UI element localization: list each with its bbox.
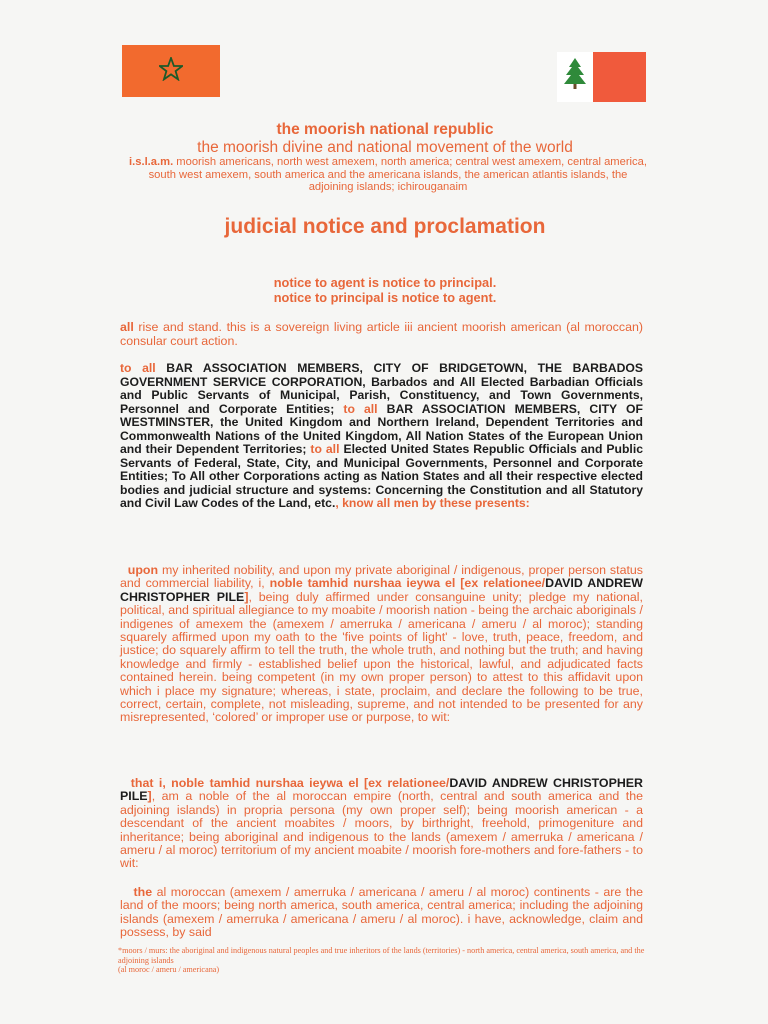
- address-text-2: BAR ASSOCIATION MEMBERS, CITY OF WESTMINSTER, the United Kingdom and Northern Ireland, Dependent Territories and Commonwealth Nations of the United Kingdom, All Nation States of the European Union and their Dependent Territories;: [120, 401, 643, 457]
- notice-line-2: notice to principal is notice to agent.: [273, 290, 497, 305]
- footnote: [118, 946, 646, 975]
- islam-prefix: i.s.l.a.m.: [129, 156, 174, 168]
- header-subtitle: the moorish divine and national movement of the world: [197, 139, 573, 156]
- upon-text-2: , being duly affirmed under consanguine unity; pledge my national, political, and spiritual allegiance to my moabite / moorish nation - being the archaic aboriginals / indigenes of amexem the (amexem / amerruka / americana / ameru / al moroc); standing squarely affirmed upon my oath to the 'five points of light' - love, truth, peace, freedom, and justice; do squarely affirm to tell the truth, the whole truth, and nothing but the truth; and having knowledge and firmly - established belief upon the historical, lawful, and adjudicated facts contained herein. being competent (in my own proper person) to attest to this affidavit upon which i place my signature; whereas, i state, proclaim, and declare the following to be true, correct, certain, complete, not misleading, supreme, and not intended to be presented for any misrepresented, ‘colored’ or improper use or purpose, to wit:: [120, 589, 643, 725]
- paragraph-upon: [120, 564, 643, 725]
- footnote-line-2: (al moroc / ameru / americana): [118, 965, 220, 975]
- that-text: , am a noble of the al moroccan empire (north, central and south america and the adjoining islands) in propria persona (my own proper self); being moorish american - a descendant of the ancient moabites / moors, by birthright, freehold, primogeniture and inheritance; being aboriginal and indigenous to the lands (amexem / amerruka / americana / ameru / al moroc) territorium of my ancient moabite / moorish fore-mothers and fore-fathers - to wit:: [120, 789, 643, 871]
- main-title: judicial notice and proclamation: [224, 215, 546, 238]
- cedar-flag: [557, 52, 646, 102]
- address-text-1: BAR ASSOCIATION MEMBERS, CITY OF BRIDGETOWN, THE BARBADOS GOVERNMENT SERVICE CORPORATION, Barbados and All Elected Barbadian Officials and Public Servants of Municipal, Parish, Constituency, and Town Governments, Personnel and Corporate Entities;: [120, 361, 643, 416]
- address-text-3: Elected United States Republic Officials and Public Servants of Federal, State, City, and Municipal Governments, Personnel and Corporate Entities; To All other Corporations acting as Nation States and all their respective elected bodies and judicial structure and systems: Concerning the Constitution and all Statutory and Civil Law Codes of the Land, etc.: [120, 442, 643, 511]
- legal-name: DAVID ANDREW CHRISTOPHER PILE: [120, 576, 644, 604]
- bracket-close-2: ]: [147, 789, 152, 804]
- header-regions: [128, 156, 648, 194]
- paragraph-all-rise: [120, 321, 643, 348]
- moroccan-flag-star-icon: [159, 57, 183, 81]
- regions-text: moorish americans, north west amexem, north america; central west amexem, central america, south west amexem, south america and the americana islands, the american atlantis islands, the adjoining islands; ichirouganaim: [148, 156, 647, 194]
- legal-name-2: DAVID ANDREW CHRISTOPHER PILE: [120, 776, 643, 804]
- paragraph-address: [120, 362, 643, 511]
- lead-all: all: [120, 320, 134, 334]
- paragraph-that-i: [120, 777, 643, 871]
- lead-upon: upon: [127, 563, 159, 577]
- to-all-3: to all: [310, 442, 340, 457]
- address-closing: , know all men by these presents:: [335, 496, 530, 511]
- header-title: the moorish national republic: [276, 121, 494, 138]
- paragraph-the: [120, 886, 643, 940]
- notice-line-1: notice to agent is notice to principal.: [273, 275, 497, 290]
- all-rise-text: rise and stand. this is a sovereign living article iii ancient moorish american (al moroccan) consular court action.: [120, 320, 643, 348]
- noble-name: noble tamhid nurshaa ieywa el [ex relationee/: [269, 576, 546, 591]
- cedar-tree-flag-icon: [561, 56, 589, 92]
- the-text: al moroccan (amexem / amerruka / americana / ameru / al moroc) continents - are the land of the moors; being north america, south america, central america; including the adjoining islands (amexem / amerruka / americana / ameru / al moroc). i have, acknowledge, claim and possess, by said: [120, 885, 644, 940]
- footnote-line-1: *moors / murs: the aboriginal and indigenous natural peoples and true inheritors of the lands (territories) - north america, central america, south america, and the adjoining islands: [118, 946, 645, 965]
- to-all-1: to all: [120, 361, 156, 375]
- lead-the: the: [133, 885, 153, 899]
- moroccan-flag: [122, 45, 220, 97]
- bracket-close: ]: [244, 589, 249, 604]
- to-all-2: to all: [343, 401, 378, 416]
- upon-text-1: my inherited nobility, and upon my private aboriginal / indigenous, proper person status and commercial liability, i,: [120, 563, 643, 591]
- lead-that: that i, noble tamhid nurshaa ieywa el [ex relationee/: [130, 776, 450, 790]
